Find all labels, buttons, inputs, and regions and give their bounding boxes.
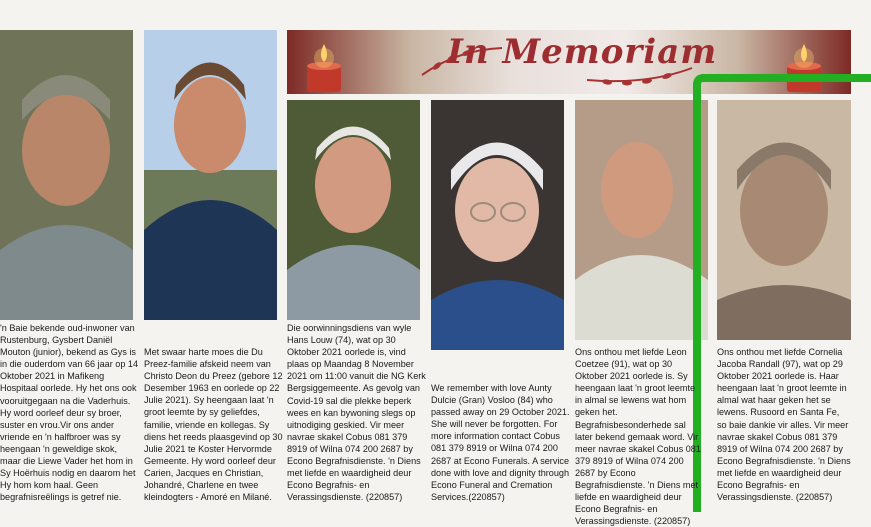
portrait-leon-coetzee: [575, 100, 708, 340]
notice-text-christo-du-preez: Met swaar harte moes die Du Preez-familie afskeid neem van Christo Deon du Preez (gebore 12 Desember 1963 en oorlede op 22 Julie 2021). Sy heengaan laat 'n groot leemte by sy geliefdes, familie, vriende en kollegas. Sy diens het reeds plaasgevind op 30 Julie 2021 te Koster Hervormde Gemeente. Hy word oorleef deur Carien, Jacques en Christian, Johandré, Charlene en twee kleindogters - Amoré en Milané.: [144, 347, 283, 503]
portrait-dulcie-vosloo: [431, 100, 564, 350]
portrait-gysbert-mouton: [0, 30, 133, 320]
notice-text-gysbert-mouton: 'n Baie bekende oud-inwoner van Rustenburg, Gysbert Daniël Mouton (junior), bekend as Gys is in die ouderdom van 66 jaar op 14 Oktober 2021 in Mafikeng Hospitaal oorlede. Hy het ons ook vooruitgegaan na die Vaderhuis. Hy word oorleef deur sy broer, suster en vrou.Vir ons ander vriende en 'n halfbroer was sy heengaan 'n geweldige skok, maar die Liewe Vader het hom in Sy Hoërhuis nodig en daarom het Hy hom kom haal. Geen begrafnisreëlings is getref nie.: [0, 323, 139, 503]
notice-text-dulcie-vosloo: We remember with love Aunty Dulcie (Gran) Vosloo (84) who passed away on 29 October 2021. She will never be forgotten. For more information contact Cobus 081 379 8919 or Wilna 074 200 2687 at Econo Funerals. A service done with love and dignity through Econo Funeral and Cremation Services.(220857): [431, 383, 570, 502]
notice-text-hans-louw: Die oorwinningsdiens van wyle Hans Louw (74), wat op 30 Oktober 2021 oorlede is, vind plaas op Maandag 8 November 2021 om 11:00 vanuit die NG Kerk Bergsiggemeente. As gevolg van Covid-19 sal die plekke beperk wees en kan bywoning slegs op uitnodiging geskied. Vir meer navrae skakel Cobus 081 379 8919 of Wilna 074 200 2687 by Econo Begrafnisdienste. 'n Diens met liefde en waardigheid deur Econo Begrafnis- en Verassingsdienste. (220857): [287, 323, 426, 503]
notice-text-cornelia-randall: Ons onthou met liefde Cornelia Jacoba Randall (97), wat op 29 Oktober 2021 oorlede is. Haar heengaan laat 'n groot leemte in almal wat haar geken het se lewens. Rusoord en Santa Fe, so baie dankie vir alles. Vir meer navrae skakel Cobus 081 379 8919 of Wilna 074 200 2687 by Econo Begrafnisdienste. 'n Diens met liefde en waardigheid deur Econo Begrafnis- en Verassingsdienste. (220857): [717, 347, 851, 503]
notice-text-leon-coetzee: Ons onthou met liefde Leon Coetzee (91), wat op 30 Oktober 2021 oorlede is. Sy heengaan laat 'n groot leemte in almal se lewens wat hom geken het. Begrafnisbesonderhede sal later bekend gemaak word. Vir meer navrae skakel Cobus 081 379 8919 of Wilna 074 200 2687 by Econo Begrafnisdienste. 'n Diens met liefde en waardigheid deur Econo Begrafnis- en Verassingsdienste. (220857): [575, 347, 701, 527]
banner-title: In Memoriam: [447, 32, 718, 72]
portrait-hans-louw: [287, 100, 420, 320]
portrait-christo-du-preez: [144, 30, 277, 320]
